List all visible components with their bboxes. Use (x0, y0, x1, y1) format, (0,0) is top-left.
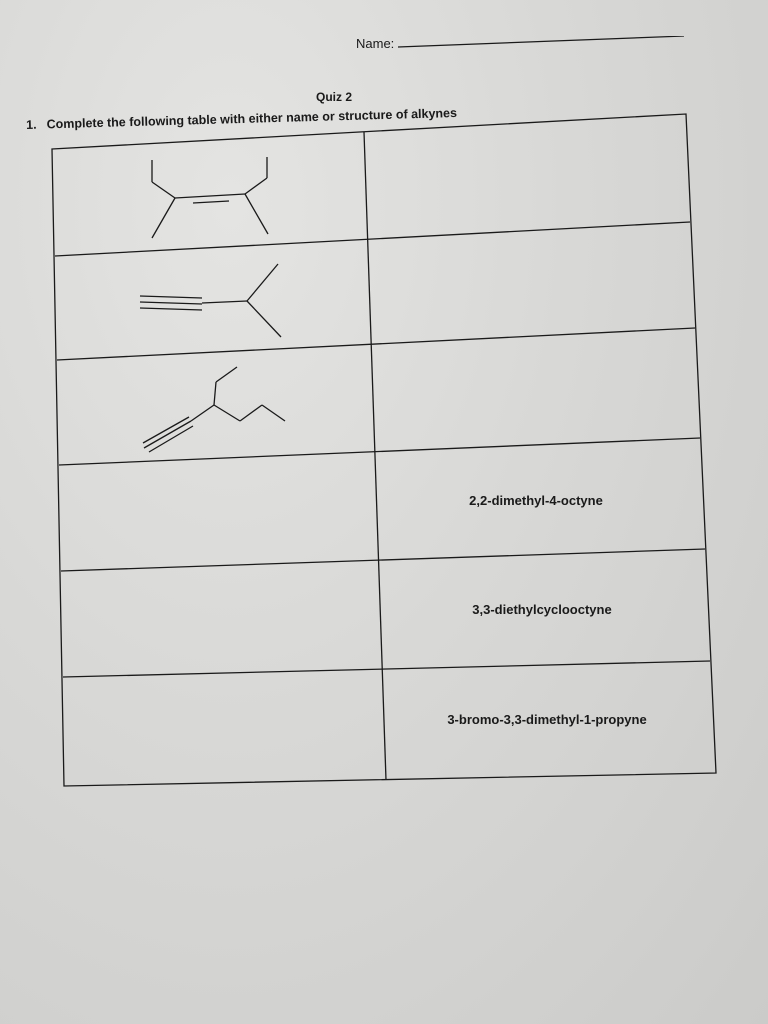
quiz-title: Quiz 2 (316, 90, 353, 104)
compound-name-row-4: 2,2-dimethyl-4-octyne (469, 493, 603, 508)
answer-cell-name-3[interactable] (378, 342, 694, 434)
question-number: 1. (26, 117, 37, 132)
compound-name-row-5: 3,3-diethylcyclooctyne (472, 602, 612, 617)
answer-cell-structure-5[interactable] (66, 578, 378, 672)
answer-cell-name-2[interactable] (374, 236, 688, 326)
name-label: Name: (356, 36, 395, 51)
compound-name-row-6: 3-bromo-3,3-dimethyl-1-propyne (447, 712, 647, 727)
answer-cell-structure-6[interactable] (68, 684, 382, 780)
instruction-text: Complete the following table with either name or structure of alkynes (46, 105, 458, 132)
answer-cell-name-1[interactable] (370, 140, 684, 218)
answer-cell-structure-4[interactable] (64, 472, 374, 566)
